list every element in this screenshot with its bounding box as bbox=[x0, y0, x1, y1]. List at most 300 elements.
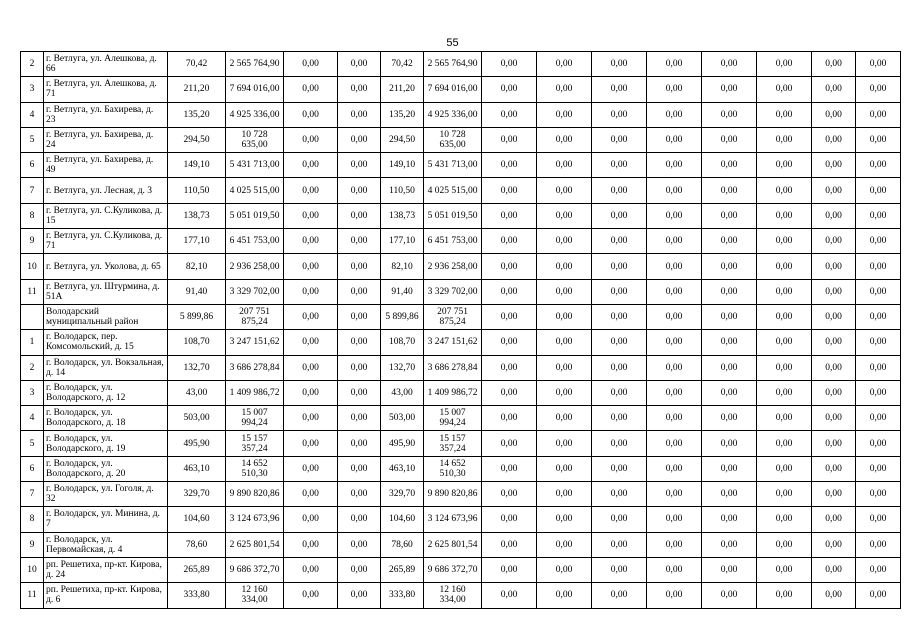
value-cell: 0,00 bbox=[338, 203, 381, 228]
table-row bbox=[21, 406, 901, 431]
value-cell: 0,00 bbox=[757, 557, 812, 582]
value-cell: 0,00 bbox=[482, 254, 537, 279]
address-cell: рп. Решетиха, пр-кт. Кирова, д. 24 bbox=[44, 557, 168, 582]
value-cell: 0,00 bbox=[702, 482, 757, 507]
value-cell: 0,00 bbox=[537, 330, 592, 355]
area-cell: 78,60 bbox=[168, 532, 226, 557]
value-cell: 0,00 bbox=[647, 304, 702, 329]
value-cell: 0,00 bbox=[482, 279, 537, 304]
table-row bbox=[21, 380, 901, 405]
row-number: 4 bbox=[21, 102, 44, 127]
cost-cell: 2 625 801,54 bbox=[226, 532, 284, 557]
row-number: 3 bbox=[21, 77, 44, 102]
row-number: 10 bbox=[21, 254, 44, 279]
value-cell: 0,00 bbox=[537, 279, 592, 304]
value-cell: 0,00 bbox=[537, 456, 592, 481]
value-cell: 0,00 bbox=[284, 304, 338, 329]
value-cell: 0,00 bbox=[537, 380, 592, 405]
value-cell: 0,00 bbox=[482, 178, 537, 203]
value-cell: 0,00 bbox=[592, 229, 647, 254]
table-row bbox=[21, 330, 901, 355]
value-cell: 0,00 bbox=[757, 304, 812, 329]
value-cell: 0,00 bbox=[757, 77, 812, 102]
value-cell: 0,00 bbox=[482, 127, 537, 152]
area-cell: 108,70 bbox=[168, 330, 226, 355]
value-cell: 0,00 bbox=[338, 482, 381, 507]
value-cell: 0,00 bbox=[812, 229, 856, 254]
value-cell: 0,00 bbox=[537, 203, 592, 228]
area-cell: 138,73 bbox=[168, 203, 226, 228]
value-cell: 0,00 bbox=[757, 178, 812, 203]
row-number: 11 bbox=[21, 279, 44, 304]
table-row bbox=[21, 102, 901, 127]
value-cell: 0,00 bbox=[812, 52, 856, 77]
cost-cell: 3 124 673,96 bbox=[424, 507, 482, 532]
value-cell: 0,00 bbox=[812, 380, 856, 405]
value-cell: 0,00 bbox=[757, 52, 812, 77]
area-cell: 149,10 bbox=[168, 153, 226, 178]
table-row bbox=[21, 507, 901, 532]
area-cell: 333,80 bbox=[168, 583, 226, 608]
area-cell: 138,73 bbox=[381, 203, 424, 228]
cost-cell: 10 728 635,00 bbox=[226, 127, 284, 152]
value-cell: 0,00 bbox=[482, 77, 537, 102]
value-cell: 0,00 bbox=[856, 532, 901, 557]
cost-cell: 7 694 016,00 bbox=[226, 77, 284, 102]
value-cell: 0,00 bbox=[647, 557, 702, 582]
area-cell: 104,60 bbox=[168, 507, 226, 532]
area-cell: 82,10 bbox=[168, 254, 226, 279]
value-cell: 0,00 bbox=[537, 431, 592, 456]
value-cell: 0,00 bbox=[702, 583, 757, 608]
cost-cell: 3 329 702,00 bbox=[226, 279, 284, 304]
value-cell: 0,00 bbox=[812, 406, 856, 431]
address-cell: г. Ветлуга, ул. Бахирева, д. 49 bbox=[44, 153, 168, 178]
cost-cell: 15 007 994,24 bbox=[226, 406, 284, 431]
value-cell: 0,00 bbox=[284, 102, 338, 127]
value-cell: 0,00 bbox=[592, 583, 647, 608]
value-cell: 0,00 bbox=[537, 77, 592, 102]
value-cell: 0,00 bbox=[856, 229, 901, 254]
address-cell: г. Ветлуга, ул. С.Куликова, д. 15 bbox=[44, 203, 168, 228]
value-cell: 0,00 bbox=[537, 507, 592, 532]
cost-cell: 2 936 258,00 bbox=[424, 254, 482, 279]
value-cell: 0,00 bbox=[482, 102, 537, 127]
cost-cell: 5 431 713,00 bbox=[424, 153, 482, 178]
value-cell: 0,00 bbox=[338, 431, 381, 456]
value-cell: 0,00 bbox=[592, 482, 647, 507]
value-cell: 0,00 bbox=[592, 279, 647, 304]
row-number: 8 bbox=[21, 203, 44, 228]
value-cell: 0,00 bbox=[592, 304, 647, 329]
value-cell: 0,00 bbox=[647, 77, 702, 102]
address-cell: рп. Решетиха, пр-кт. Кирова, д. 6 bbox=[44, 583, 168, 608]
value-cell: 0,00 bbox=[856, 355, 901, 380]
address-cell: г. Ветлуга, ул. Алешкова, д. 71 bbox=[44, 77, 168, 102]
area-cell: 294,50 bbox=[168, 127, 226, 152]
value-cell: 0,00 bbox=[812, 482, 856, 507]
value-cell: 0,00 bbox=[482, 557, 537, 582]
value-cell: 0,00 bbox=[284, 52, 338, 77]
address-cell: г. Володарск, ул. Володарского, д. 12 bbox=[44, 380, 168, 405]
area-cell: 211,20 bbox=[381, 77, 424, 102]
value-cell: 0,00 bbox=[856, 279, 901, 304]
row-number bbox=[21, 304, 44, 329]
cost-cell: 207 751 875,24 bbox=[424, 304, 482, 329]
area-cell: 135,20 bbox=[168, 102, 226, 127]
value-cell: 0,00 bbox=[537, 355, 592, 380]
value-cell: 0,00 bbox=[537, 127, 592, 152]
table-row bbox=[21, 254, 901, 279]
value-cell: 0,00 bbox=[812, 77, 856, 102]
row-number: 7 bbox=[21, 482, 44, 507]
area-cell: 78,60 bbox=[381, 532, 424, 557]
cost-cell: 3 329 702,00 bbox=[424, 279, 482, 304]
area-cell: 82,10 bbox=[381, 254, 424, 279]
row-number: 9 bbox=[21, 532, 44, 557]
table-row bbox=[21, 583, 901, 608]
value-cell: 0,00 bbox=[482, 431, 537, 456]
area-cell: 43,00 bbox=[381, 380, 424, 405]
value-cell: 0,00 bbox=[812, 127, 856, 152]
value-cell: 0,00 bbox=[482, 406, 537, 431]
value-cell: 0,00 bbox=[702, 77, 757, 102]
area-cell: 333,80 bbox=[381, 583, 424, 608]
value-cell: 0,00 bbox=[812, 254, 856, 279]
value-cell: 0,00 bbox=[284, 456, 338, 481]
cost-cell: 207 751 875,24 bbox=[226, 304, 284, 329]
value-cell: 0,00 bbox=[482, 229, 537, 254]
cost-cell: 4 025 515,00 bbox=[424, 178, 482, 203]
value-cell: 0,00 bbox=[757, 456, 812, 481]
value-cell: 0,00 bbox=[338, 127, 381, 152]
value-cell: 0,00 bbox=[702, 203, 757, 228]
value-cell: 0,00 bbox=[284, 507, 338, 532]
cost-cell: 5 051 019,50 bbox=[424, 203, 482, 228]
value-cell: 0,00 bbox=[537, 229, 592, 254]
cost-cell: 2 565 764,90 bbox=[424, 52, 482, 77]
value-cell: 0,00 bbox=[482, 355, 537, 380]
value-cell: 0,00 bbox=[812, 203, 856, 228]
area-cell: 495,90 bbox=[381, 431, 424, 456]
cost-cell: 9 686 372,70 bbox=[424, 557, 482, 582]
value-cell: 0,00 bbox=[856, 102, 901, 127]
value-cell: 0,00 bbox=[647, 52, 702, 77]
cost-cell: 15 157 357,24 bbox=[424, 431, 482, 456]
value-cell: 0,00 bbox=[338, 583, 381, 608]
value-cell: 0,00 bbox=[537, 482, 592, 507]
value-cell: 0,00 bbox=[856, 203, 901, 228]
cost-cell: 4 925 336,00 bbox=[424, 102, 482, 127]
address-cell: г. Ветлуга, ул. С.Куликова, д. 71 bbox=[44, 229, 168, 254]
cost-cell: 14 652 510,30 bbox=[424, 456, 482, 481]
row-number: 3 bbox=[21, 380, 44, 405]
table-row bbox=[21, 456, 901, 481]
value-cell: 0,00 bbox=[702, 380, 757, 405]
cost-cell: 15 007 994,24 bbox=[424, 406, 482, 431]
cost-cell: 4 025 515,00 bbox=[226, 178, 284, 203]
value-cell: 0,00 bbox=[757, 229, 812, 254]
value-cell: 0,00 bbox=[537, 304, 592, 329]
value-cell: 0,00 bbox=[757, 355, 812, 380]
value-cell: 0,00 bbox=[284, 482, 338, 507]
value-cell: 0,00 bbox=[647, 456, 702, 481]
cost-cell: 3 124 673,96 bbox=[226, 507, 284, 532]
row-number: 1 bbox=[21, 330, 44, 355]
value-cell: 0,00 bbox=[856, 507, 901, 532]
area-cell: 91,40 bbox=[168, 279, 226, 304]
value-cell: 0,00 bbox=[338, 229, 381, 254]
page-number: 55 bbox=[446, 37, 459, 49]
cost-cell: 4 925 336,00 bbox=[226, 102, 284, 127]
cost-cell: 3 247 151,62 bbox=[424, 330, 482, 355]
value-cell: 0,00 bbox=[338, 279, 381, 304]
area-cell: 132,70 bbox=[168, 355, 226, 380]
value-cell: 0,00 bbox=[647, 229, 702, 254]
value-cell: 0,00 bbox=[856, 330, 901, 355]
value-cell: 0,00 bbox=[592, 507, 647, 532]
address-cell: г. Ветлуга, ул. Бахирева, д. 24 bbox=[44, 127, 168, 152]
area-cell: 70,42 bbox=[168, 52, 226, 77]
cost-cell: 9 890 820,86 bbox=[226, 482, 284, 507]
cost-cell: 2 625 801,54 bbox=[424, 532, 482, 557]
value-cell: 0,00 bbox=[757, 431, 812, 456]
row-number: 5 bbox=[21, 431, 44, 456]
value-cell: 0,00 bbox=[647, 102, 702, 127]
value-cell: 0,00 bbox=[647, 583, 702, 608]
value-cell: 0,00 bbox=[812, 330, 856, 355]
cost-cell: 10 728 635,00 bbox=[424, 127, 482, 152]
table-row bbox=[21, 127, 901, 152]
area-cell: 177,10 bbox=[381, 229, 424, 254]
area-cell: 110,50 bbox=[381, 178, 424, 203]
area-cell: 329,70 bbox=[168, 482, 226, 507]
value-cell: 0,00 bbox=[702, 102, 757, 127]
area-cell: 463,10 bbox=[381, 456, 424, 481]
cost-cell: 12 160 334,00 bbox=[226, 583, 284, 608]
value-cell: 0,00 bbox=[812, 456, 856, 481]
cost-cell: 12 160 334,00 bbox=[424, 583, 482, 608]
row-number: 2 bbox=[21, 52, 44, 77]
value-cell: 0,00 bbox=[856, 304, 901, 329]
value-cell: 0,00 bbox=[482, 583, 537, 608]
value-cell: 0,00 bbox=[856, 482, 901, 507]
value-cell: 0,00 bbox=[338, 406, 381, 431]
table-body bbox=[21, 52, 901, 609]
value-cell: 0,00 bbox=[702, 355, 757, 380]
address-cell: г. Володарск, ул. Гоголя, д. 32 bbox=[44, 482, 168, 507]
value-cell: 0,00 bbox=[647, 380, 702, 405]
value-cell: 0,00 bbox=[284, 153, 338, 178]
value-cell: 0,00 bbox=[537, 406, 592, 431]
value-cell: 0,00 bbox=[757, 482, 812, 507]
area-cell: 110,50 bbox=[168, 178, 226, 203]
value-cell: 0,00 bbox=[647, 482, 702, 507]
value-cell: 0,00 bbox=[592, 532, 647, 557]
value-cell: 0,00 bbox=[284, 557, 338, 582]
value-cell: 0,00 bbox=[592, 178, 647, 203]
value-cell: 0,00 bbox=[812, 153, 856, 178]
address-cell: г. Ветлуга, ул. Штурмина, д. 51А bbox=[44, 279, 168, 304]
value-cell: 0,00 bbox=[702, 507, 757, 532]
value-cell: 0,00 bbox=[592, 127, 647, 152]
address-cell: Володарский муниципальный район bbox=[44, 304, 168, 329]
value-cell: 0,00 bbox=[757, 330, 812, 355]
value-cell: 0,00 bbox=[537, 102, 592, 127]
value-cell: 0,00 bbox=[702, 304, 757, 329]
value-cell: 0,00 bbox=[592, 557, 647, 582]
cost-cell: 9 890 820,86 bbox=[424, 482, 482, 507]
value-cell: 0,00 bbox=[647, 279, 702, 304]
cost-cell: 5 431 713,00 bbox=[226, 153, 284, 178]
value-cell: 0,00 bbox=[856, 254, 901, 279]
value-cell: 0,00 bbox=[702, 127, 757, 152]
value-cell: 0,00 bbox=[482, 482, 537, 507]
value-cell: 0,00 bbox=[757, 507, 812, 532]
value-cell: 0,00 bbox=[702, 330, 757, 355]
value-cell: 0,00 bbox=[338, 456, 381, 481]
address-cell: г. Ветлуга, ул. Лесная, д. 3 bbox=[44, 178, 168, 203]
row-number: 2 bbox=[21, 355, 44, 380]
value-cell: 0,00 bbox=[338, 153, 381, 178]
value-cell: 0,00 bbox=[338, 77, 381, 102]
value-cell: 0,00 bbox=[647, 178, 702, 203]
value-cell: 0,00 bbox=[284, 229, 338, 254]
row-number: 7 bbox=[21, 178, 44, 203]
cost-cell: 14 652 510,30 bbox=[226, 456, 284, 481]
cost-cell: 3 686 278,84 bbox=[424, 355, 482, 380]
value-cell: 0,00 bbox=[647, 406, 702, 431]
value-cell: 0,00 bbox=[592, 203, 647, 228]
value-cell: 0,00 bbox=[537, 178, 592, 203]
value-cell: 0,00 bbox=[284, 254, 338, 279]
area-cell: 5 899,86 bbox=[168, 304, 226, 329]
value-cell: 0,00 bbox=[647, 254, 702, 279]
value-cell: 0,00 bbox=[757, 102, 812, 127]
table-row bbox=[21, 431, 901, 456]
area-cell: 132,70 bbox=[381, 355, 424, 380]
value-cell: 0,00 bbox=[338, 304, 381, 329]
value-cell: 0,00 bbox=[702, 254, 757, 279]
area-cell: 70,42 bbox=[381, 52, 424, 77]
value-cell: 0,00 bbox=[856, 178, 901, 203]
value-cell: 0,00 bbox=[284, 77, 338, 102]
value-cell: 0,00 bbox=[284, 279, 338, 304]
cost-cell: 15 157 357,24 bbox=[226, 431, 284, 456]
value-cell: 0,00 bbox=[338, 557, 381, 582]
value-cell: 0,00 bbox=[482, 304, 537, 329]
value-cell: 0,00 bbox=[338, 380, 381, 405]
row-number: 10 bbox=[21, 557, 44, 582]
value-cell: 0,00 bbox=[702, 557, 757, 582]
value-cell: 0,00 bbox=[338, 330, 381, 355]
row-number: 11 bbox=[21, 583, 44, 608]
value-cell: 0,00 bbox=[647, 330, 702, 355]
table-row bbox=[21, 482, 901, 507]
value-cell: 0,00 bbox=[592, 355, 647, 380]
value-cell: 0,00 bbox=[812, 583, 856, 608]
value-cell: 0,00 bbox=[647, 431, 702, 456]
value-cell: 0,00 bbox=[702, 178, 757, 203]
value-cell: 0,00 bbox=[856, 77, 901, 102]
value-cell: 0,00 bbox=[856, 431, 901, 456]
value-cell: 0,00 bbox=[812, 431, 856, 456]
value-cell: 0,00 bbox=[482, 456, 537, 481]
value-cell: 0,00 bbox=[812, 532, 856, 557]
value-cell: 0,00 bbox=[856, 127, 901, 152]
address-cell: г. Володарск, ул. Володарского, д. 18 bbox=[44, 406, 168, 431]
value-cell: 0,00 bbox=[284, 127, 338, 152]
value-cell: 0,00 bbox=[592, 77, 647, 102]
value-cell: 0,00 bbox=[757, 153, 812, 178]
value-cell: 0,00 bbox=[284, 178, 338, 203]
area-cell: 329,70 bbox=[381, 482, 424, 507]
value-cell: 0,00 bbox=[592, 406, 647, 431]
value-cell: 0,00 bbox=[284, 431, 338, 456]
area-cell: 265,89 bbox=[381, 557, 424, 582]
value-cell: 0,00 bbox=[647, 507, 702, 532]
value-cell: 0,00 bbox=[338, 254, 381, 279]
area-cell: 135,20 bbox=[381, 102, 424, 127]
value-cell: 0,00 bbox=[592, 456, 647, 481]
value-cell: 0,00 bbox=[284, 583, 338, 608]
cost-cell: 1 409 986,72 bbox=[424, 380, 482, 405]
address-cell: г. Володарск, ул. Володарского, д. 20 bbox=[44, 456, 168, 481]
table-row bbox=[21, 532, 901, 557]
area-cell: 108,70 bbox=[381, 330, 424, 355]
value-cell: 0,00 bbox=[338, 178, 381, 203]
area-cell: 5 899,86 bbox=[381, 304, 424, 329]
cost-cell: 3 247 151,62 bbox=[226, 330, 284, 355]
value-cell: 0,00 bbox=[757, 279, 812, 304]
value-cell: 0,00 bbox=[284, 380, 338, 405]
area-cell: 211,20 bbox=[168, 77, 226, 102]
value-cell: 0,00 bbox=[702, 153, 757, 178]
value-cell: 0,00 bbox=[757, 254, 812, 279]
value-cell: 0,00 bbox=[856, 583, 901, 608]
value-cell: 0,00 bbox=[482, 153, 537, 178]
value-cell: 0,00 bbox=[702, 406, 757, 431]
value-cell: 0,00 bbox=[647, 532, 702, 557]
value-cell: 0,00 bbox=[537, 52, 592, 77]
value-cell: 0,00 bbox=[856, 456, 901, 481]
value-cell: 0,00 bbox=[592, 153, 647, 178]
value-cell: 0,00 bbox=[647, 203, 702, 228]
value-cell: 0,00 bbox=[757, 380, 812, 405]
value-cell: 0,00 bbox=[812, 507, 856, 532]
value-cell: 0,00 bbox=[647, 127, 702, 152]
table-row bbox=[21, 304, 901, 329]
value-cell: 0,00 bbox=[537, 254, 592, 279]
address-cell: г. Володарск, ул. Вокзальная, д. 14 bbox=[44, 355, 168, 380]
value-cell: 0,00 bbox=[757, 583, 812, 608]
value-cell: 0,00 bbox=[757, 406, 812, 431]
value-cell: 0,00 bbox=[537, 532, 592, 557]
area-cell: 265,89 bbox=[168, 557, 226, 582]
value-cell: 0,00 bbox=[702, 229, 757, 254]
cost-cell: 2 936 258,00 bbox=[226, 254, 284, 279]
address-cell: г. Ветлуга, ул. Бахирева, д. 23 bbox=[44, 102, 168, 127]
value-cell: 0,00 bbox=[537, 557, 592, 582]
value-cell: 0,00 bbox=[856, 52, 901, 77]
value-cell: 0,00 bbox=[338, 52, 381, 77]
value-cell: 0,00 bbox=[856, 380, 901, 405]
value-cell: 0,00 bbox=[592, 330, 647, 355]
area-cell: 177,10 bbox=[168, 229, 226, 254]
value-cell: 0,00 bbox=[702, 532, 757, 557]
table-row bbox=[21, 279, 901, 304]
address-cell: г. Володарск, пер. Комсомольский, д. 15 bbox=[44, 330, 168, 355]
